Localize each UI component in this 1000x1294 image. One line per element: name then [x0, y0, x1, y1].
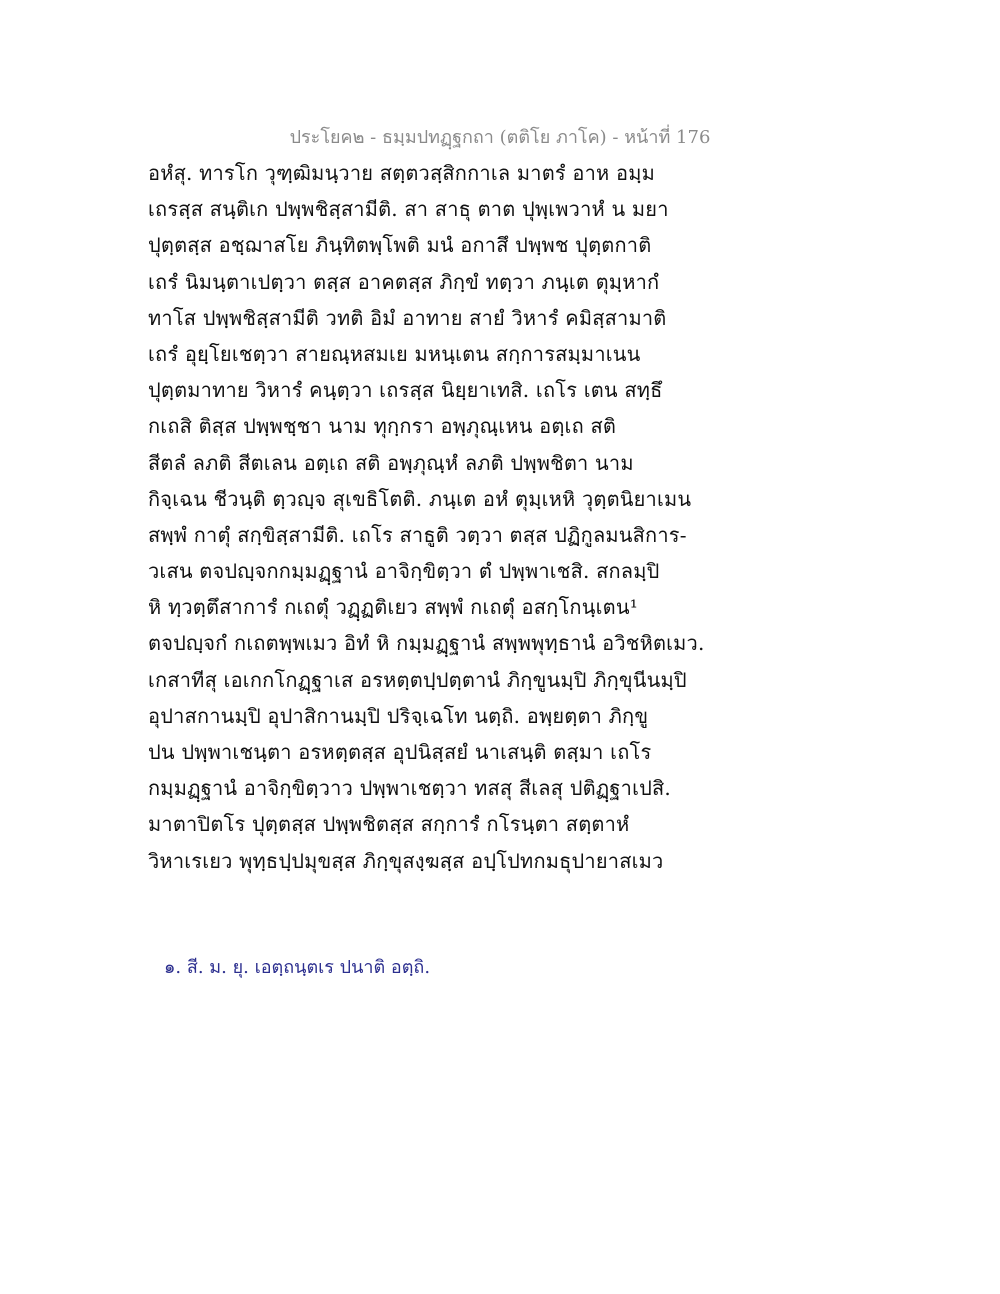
body-text: [148, 155, 708, 879]
text-line: เถรํ อุยฺโยเชตฺวา สายณฺหสมเย มหนฺเตน สกฺการสมฺมาเนน: [148, 341, 641, 366]
text-line: ตจปญฺจกํ กเถตพฺพเมว อิทํ หิ กมฺมฏฺฐานํ สพฺพพุทฺธานํ อวิชหิตเมว.: [148, 631, 705, 656]
text-line: วเสน ตจปญฺจกกมฺมฏฺฐานํ อาจิกฺขิตฺวา ตํ ปพฺพาเชสิ. สกลมฺปิ: [148, 559, 660, 584]
text-line: สีตลํ ลภติ สีตเลน อตฺเถ สติ อพฺภุณฺหํ ลภติ ปพฺพชิตา นาม: [148, 450, 634, 475]
text-line: กเถสิ ติสฺส ปพฺพชฺชา นาม ทุกฺกรา อพฺภุณฺเหน อตฺเถ สติ: [148, 414, 617, 439]
text-line: สพฺพํ กาตุํ สกฺขิสฺสามีติ. เถโร สาธูติ วตฺวา ตสฺส ปฏิกูลมนสิการ-: [148, 522, 687, 547]
text-line: เถรํ นิมนฺตาเปตฺวา ตสฺส อาคตสฺส ภิกฺขํ ทตฺวา ภนฺเต ตุมฺหากํ: [148, 269, 660, 294]
footnote: ๑. สี. ม. ยุ. เอตฺถนฺตเร ปนาติ อตฺถิ.: [164, 957, 431, 978]
text-line: อหํสุ. ทารโก วุฑฺฒิมนฺวาย สตฺตวสฺสิกกาเล มาตรํ อาห อมฺม: [148, 161, 655, 185]
text-line: มาตาปิตโร ปุตฺตสฺส ปพฺพชิตสฺส สกฺการํ กโรนฺตา สตฺตาหํ: [148, 812, 630, 837]
text-line: กิจฺเฉน ชีวนฺติ ตฺวญฺจ สุเขธิโตติ. ภนฺเต อหํ ตุมฺเหหิ วุตฺตนิยาเมน: [148, 486, 692, 511]
text-line: กมฺมฏฺฐานํ อาจิกฺขิตฺวาว ปพฺพาเชตฺวา ทสสุ สีเลสุ ปติฏฺฐาเปสิ.: [148, 776, 671, 801]
text-line: วิหาเรเยว พุทฺธปฺปมุขสฺส ภิกฺขุสงฺฆสฺส อปฺโปทกมธุปายาสเมว: [148, 848, 664, 873]
text-line: ปน ปพฺพาเชนฺตา อรหตฺตสฺส อุปนิสฺสยํ นาเสนฺติ ตสฺมา เถโร: [148, 740, 652, 764]
running-title: ประโยค๒ - ธมฺมปทฏฺฐกถา (ตติโย ภาโค) - หน้าที่ 176: [289, 127, 711, 148]
text-line: อุปาสกานมฺปิ อุปาสิกานมฺปิ ปริจฺเฉโท นตฺถิ. อพฺยตฺตา ภิกฺขู: [148, 703, 649, 728]
running-header: [0, 122, 1000, 151]
text-line: ทาโส ปพฺพชิสฺสามีติ วทติ อิมํ อาทาย สายํ วิหารํ คมิสฺสามาติ: [148, 305, 667, 330]
text-line: เถรสฺส สนฺติเก ปพฺพชิสฺสามีติ. สา สาธุ ตาต ปุพฺเพวาหํ น มยา: [148, 197, 669, 222]
text-line: เกสาทีสุ เอเกกโกฏฺฐาเส อรหตฺตปฺปตฺตานํ ภิกฺขูนมฺปิ ภิกฺขุนีนมฺปิ: [148, 667, 687, 692]
text-line: หิ ทฺวตฺตึสาการํ กเถตุํ วฏฺฏติเยว สพฺพํ กเถตุํ อสกฺโกนฺเตน¹: [148, 595, 638, 620]
text-line: ปุตฺตสฺส อชฺฌาสโย ภินฺทิตพฺโพติ มนํ อกาสึ ปพฺพช ปุตฺตกาติ: [148, 233, 652, 258]
text-line: ปุตฺตมาทาย วิหารํ คนฺตฺวา เถรสฺส นิยฺยาเทสิ. เถโร เตน สทฺธึ: [148, 378, 663, 403]
